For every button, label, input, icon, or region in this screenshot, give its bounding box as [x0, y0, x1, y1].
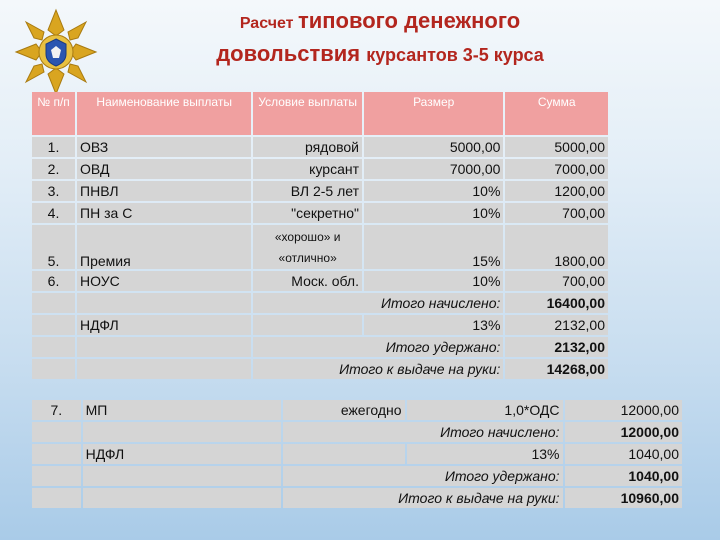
ndfl-row [32, 444, 682, 464]
header-cell: Размер [364, 92, 503, 135]
payment-name: ПН за С [77, 203, 251, 223]
row-number: 1. [32, 137, 75, 157]
accrued-label: Итого начислено: [253, 293, 503, 313]
payment-size: 5000,00 [364, 137, 503, 157]
page-title [130, 6, 630, 72]
payment-sum: 12000,00 [565, 400, 683, 420]
payment-name: НОУС [77, 271, 251, 291]
payment-sum: 5000,00 [505, 137, 608, 157]
header-cell: Наименование выплаты [77, 92, 251, 135]
accrued-row [32, 422, 682, 442]
withheld-label: Итого удержано: [253, 337, 503, 357]
payment-condition [253, 225, 362, 269]
payment-condition: курсант [253, 159, 362, 179]
title-part: курсантов 3-5 курса [366, 45, 544, 65]
payment-condition: Моск. обл. [253, 271, 362, 291]
payout-row [32, 359, 608, 379]
title-part: Расчет [239, 15, 298, 32]
withheld-label: Итого удержано: [283, 466, 562, 486]
accrued-value: 12000,00 [565, 422, 683, 442]
payout-label: Итого к выдаче на руки: [283, 488, 562, 508]
ndfl-label: НДФЛ [77, 315, 251, 335]
payout-row [32, 488, 682, 508]
payment-sum: 700,00 [505, 203, 608, 223]
payment-size: 1,0*ОДС [407, 400, 563, 420]
withheld-value: 1040,00 [565, 466, 683, 486]
ndfl-rate: 13% [407, 444, 563, 464]
row-number: 7. [32, 400, 81, 420]
payment-sum: 700,00 [505, 271, 608, 291]
annual-allowance-table [30, 398, 684, 510]
ndfl-value: 2132,00 [505, 315, 608, 335]
table-row [32, 181, 608, 201]
table-header [32, 92, 608, 135]
payment-size: 10% [364, 203, 503, 223]
ndfl-rate: 13% [364, 315, 503, 335]
condition-line: «хорошо» и [274, 230, 341, 244]
payment-condition: ежегодно [283, 400, 405, 420]
table-row [32, 137, 608, 157]
row-number: 3. [32, 181, 75, 201]
mchs-emblem-icon [12, 6, 100, 98]
title-part: довольствия [216, 41, 367, 66]
row-number: 6. [32, 271, 75, 291]
table-row [32, 225, 608, 269]
condition-line: «отлично» [278, 251, 337, 265]
payout-label: Итого к выдаче на руки: [253, 359, 503, 379]
payout-value: 14268,00 [505, 359, 608, 379]
ndfl-value: 1040,00 [565, 444, 683, 464]
payment-size: 10% [364, 181, 503, 201]
payment-name: ОВД [77, 159, 251, 179]
payment-sum: 1200,00 [505, 181, 608, 201]
title-part: типового денежного [297, 8, 521, 33]
payment-condition: ВЛ 2-5 лет [253, 181, 362, 201]
payment-size: 15% [364, 225, 503, 269]
table-row [32, 203, 608, 223]
payment-name: ПНВЛ [77, 181, 251, 201]
table-row [32, 271, 608, 291]
payment-sum: 7000,00 [505, 159, 608, 179]
payment-sum: 1800,00 [505, 225, 608, 269]
accrued-row [32, 293, 608, 313]
row-number: 4. [32, 203, 75, 223]
accrued-label: Итого начислено: [283, 422, 562, 442]
payment-name: ОВЗ [77, 137, 251, 157]
payment-condition: "секретно" [253, 203, 362, 223]
accrued-value: 16400,00 [505, 293, 608, 313]
table-row [32, 400, 682, 420]
withheld-row [32, 466, 682, 486]
table-row [32, 159, 608, 179]
row-number: 5. [32, 225, 75, 269]
withheld-row [32, 337, 608, 357]
withheld-value: 2132,00 [505, 337, 608, 357]
payment-name: Премия [77, 225, 251, 269]
ndfl-label: НДФЛ [83, 444, 281, 464]
payout-value: 10960,00 [565, 488, 683, 508]
payment-condition: рядовой [253, 137, 362, 157]
header-cell: Сумма [505, 92, 608, 135]
payment-name: МП [83, 400, 281, 420]
header-cell: № п/п [32, 92, 75, 135]
payment-size: 7000,00 [364, 159, 503, 179]
ndfl-row [32, 315, 608, 335]
header-cell: Условие выплаты [253, 92, 362, 135]
payment-size: 10% [364, 271, 503, 291]
allowance-table [30, 90, 610, 381]
row-number: 2. [32, 159, 75, 179]
